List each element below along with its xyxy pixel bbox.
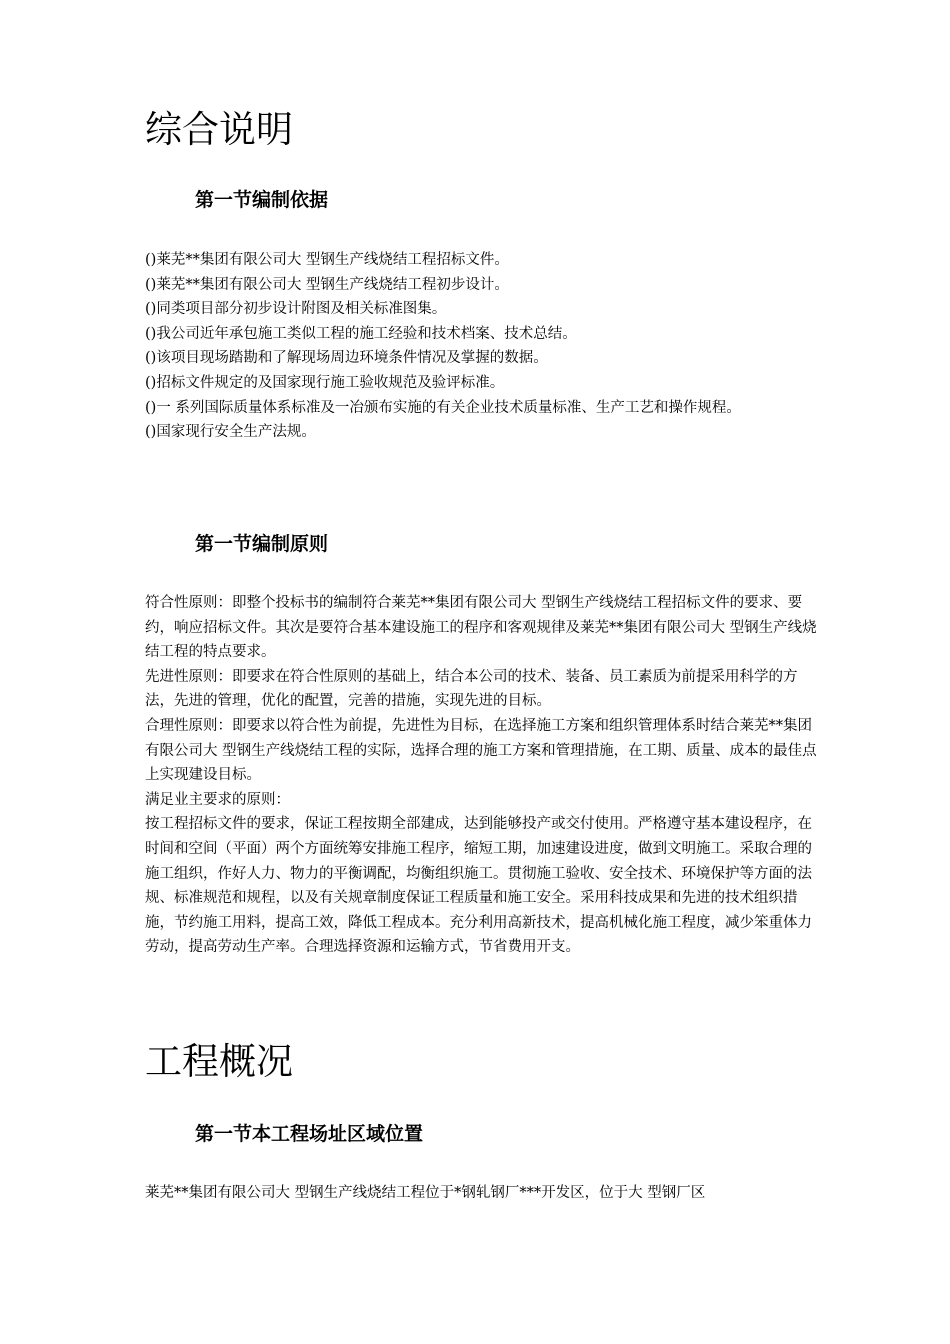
- list-item: ()国家现行安全生产法规。: [145, 424, 316, 441]
- list-item: ()莱芜**集团有限公司大 型钢生产线烧结工程初步设计。: [145, 276, 509, 293]
- paragraph: 莱芜**集团有限公司大 型钢生产线烧结工程位于*钢轧钢厂***开发区，位于大 型钢厂区: [145, 1185, 706, 1201]
- list-item: ()莱芜**集团有限公司大 型钢生产线烧结工程招标文件。: [145, 252, 509, 268]
- list-item: ()一 系列国际质量体系标准及一冶颁布实施的有关企业技术质量标准、生产工艺和操作规程。: [145, 399, 741, 416]
- compilation-principles-body: [145, 591, 817, 960]
- site-location-body: [145, 1181, 817, 1206]
- paragraph: 先进性原则：即要求在符合性原则的基础上，结合本公司的技术、装备、员工素质为前提采用科学的方法，先进的管理，优化的配置，完善的措施，实现先进的目标。: [145, 668, 798, 710]
- list-item: ()招标文件规定的及国家现行施工验收规范及验评标准。: [145, 374, 505, 391]
- list-item: ()我公司近年承包施工类似工程的施工经验和技术档案、技术总结。: [145, 325, 577, 342]
- subsection-title-compilation-principles: 第一节编制原则: [195, 533, 329, 555]
- section-title-project-overview: 工程概况: [145, 1040, 293, 1083]
- subsection-title-site-location: 第一节本工程场址区域位置: [195, 1123, 424, 1145]
- paragraph: 符合性原则：即整个投标书的编制符合莱芜**集团有限公司大 型钢生产线烧结工程招标文件的要求、要约，响应招标文件。其次是要符合基本建设施工的程序和客观规律及莱芜**集团有限公司大 型钢生产线烧结工程的特点要求。: [145, 595, 817, 661]
- paragraph: 合理性原则：即要求以符合性为前提，先进性为目标，在选择施工方案和组织管理体系时结合莱芜**集团有限公司大 型钢生产线烧结工程的实际，选择合理的施工方案和管理措施，在工期、质量、成本的最佳点上实现建设目标。: [145, 717, 817, 784]
- paragraph: 满足业主要求的原则：: [145, 791, 290, 808]
- list-item: ()该项目现场踏勘和了解现场周边环境条件情况及掌握的数据。: [145, 350, 548, 367]
- paragraph: 按工程招标文件的要求，保证工程按期全部建成，达到能够投产或交付使用。严格遵守基本建设程序，在时间和空间（平面）两个方面统筹安排施工程序，缩短工期，加速建设进度，做到文明施工。采取合理的施工组织，作好人力、物力的平衡调配，均衡组织施工。贯彻施工验收、安全技术、环境保护等方面的法规、标准规范和规程，以及有关规章制度保证工程质量和施工安全。采用科技成果和先进的技术组织措施，节约施工用料，提高工效，降低工程成本。充分利用高新技术，提高机械化施工程度，减少笨重体力劳动，提高劳动生产率。合理选择资源和运输方式，节省费用开支。: [145, 816, 812, 956]
- compilation-basis-list: [145, 248, 817, 445]
- subsection-title-compilation-basis: 第一节编制依据: [195, 189, 329, 211]
- list-item: ()同类项目部分初步设计附图及相关标准图集。: [145, 301, 447, 318]
- section-title-comprehensive-description: 综合说明: [145, 108, 293, 151]
